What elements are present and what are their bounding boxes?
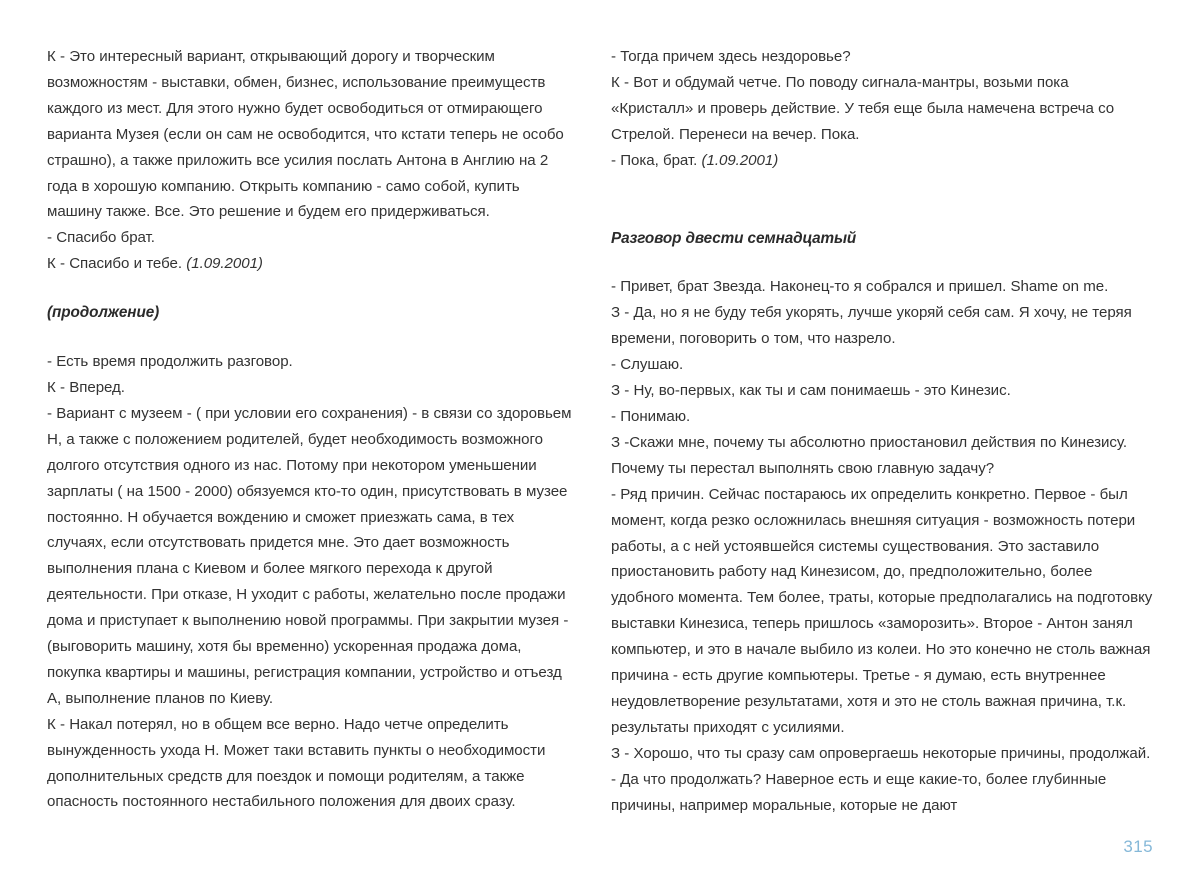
spacer [47, 326, 577, 349]
paragraph: - Ряд причин. Сейчас постараюсь их определить конкретно. Первое - был момент, когда резко осложнилась внешняя ситуация - возможность потери работы, а с ней устоявшейся системы существования. Это заставило приостановить работу над Кинезисом, до, предположительно, более удобного момента. Тем более, траты, которые предполагались на подготовку выставки Кинезиса, теперь пришлось «заморозить». Второе - Антон занял компьютер, и это в начале выбило из колеи. Но это конечно не столь важная причина - есть другие компьютеры. Третье - я думаю, есть внутреннее неудовлетворение результатами, хотя и это не столь важная причина, т.к. результаты приходят с усилиями. [611, 485, 1153, 736]
paragraph: - Слушаю. [611, 356, 684, 374]
paragraph-with-date [611, 148, 1153, 174]
right-text-column [611, 44, 1153, 818]
paragraph: К - Вперед. [47, 378, 125, 396]
paragraph: - Да что продолжать? Наверное есть и еще какие-то, более глубинные причины, например моральные, которые не дают [611, 770, 1107, 814]
section-heading-conversation: Разговор двести семнадцатый [611, 229, 857, 247]
paragraph: - Есть время продолжить разговор. [47, 353, 293, 371]
paragraph: К - Это интересный вариант, открывающий дорогу и творческим возможностям - выставки, обмен, бизнес, использование преимуществ каждого из мест. Для этого нужно будет освободиться от отмирающего варианта Музея (если он сам не освободится, что кстати теперь не особо страшно), а также приложить все усилия послать Антона в Англию на 2 года в хорошую компанию. Открыть компанию - само собой, купить машину также. Все. Это решение и будем его придерживаться. [47, 48, 564, 221]
paragraph: З - Хорошо, что ты сразу сам опровергаешь некоторые причины, продолжай. [611, 744, 1151, 762]
paragraph: - Спасибо брат. [47, 229, 155, 247]
paragraph-text: - Пока, брат. [611, 151, 702, 169]
spacer [611, 251, 1153, 274]
page-number: 315 [1123, 837, 1153, 856]
paragraph: - Вариант с музеем - ( при условии его сохранения) - в связи со здоровьем Н, а также с положением родителей, будет необходимость возможного долгого отсутствия одного из нас. Потому при некотором уменьшении зарплаты ( на 1500 - 2000) обязуемся кто-то один, присутствовать в музее постоянно. Н обучается вождению и сможет приезжать сама, в тех случаях, если отсутствовать придется мне. Это дает возможность выполнения плана с Киевом и более мягкого перехода к другой деятельности. При отказе, Н уходит с работы, желательно после продажи дома и приступает к выполнению новой программы. При закрытии музея - (выговорить машину, хотя бы временно) ускоренная продажа дома, покупка квартиры и машины, регистрация компании, устройство и отъезд А, выполнение планов по Киеву. [47, 404, 572, 707]
paragraph: К - Вот и обдумай четче. По поводу сигнала-мантры, возьми пока «Кристалл» и проверь действие. У тебя еще была намечена встреча со Стрелой. Перенеси на вечер. Пока. [611, 73, 1115, 143]
date-annotation: (1.09.2001) [701, 151, 779, 169]
paragraph-text: К - Спасибо и тебе. [47, 255, 187, 273]
paragraph: К - Накал потерял, но в общем все верно. Надо четче определить вынужденность ухода Н. Может таки вставить пункты о необходимости дополнительных средств для поездок и помощи родителям, а также опасность постоянного нестабильного положения для двоих сразу. [47, 715, 546, 811]
date-annotation: (1.09.2001) [186, 255, 263, 273]
spacer [611, 174, 1153, 226]
section-heading-continuation: (продолжение) [47, 304, 160, 322]
paragraph: З -Скажи мне, почему ты абсолютно приостановил действия по Кинезису. Почему ты перестал выполнять свою главную задачу? [611, 433, 1127, 477]
paragraph: - Привет, брат Звезда. Наконец-то я собрался и пришел. Shame on me. [611, 278, 1109, 296]
paragraph: - Тогда причем здесь нездоровье? [611, 48, 851, 65]
spacer [47, 277, 577, 300]
paragraph-with-date [47, 251, 577, 277]
paragraph: - Понимаю. [611, 407, 691, 425]
left-text-column [47, 44, 577, 815]
paragraph: З - Да, но я не буду тебя укорять, лучше укоряй себя сам. Я хочу, не теряя времени, поговорить о том, что назрело. [611, 304, 1132, 348]
paragraph: З - Ну, во-первых, как ты и сам понимаешь - это Кинезис. [611, 382, 1011, 400]
